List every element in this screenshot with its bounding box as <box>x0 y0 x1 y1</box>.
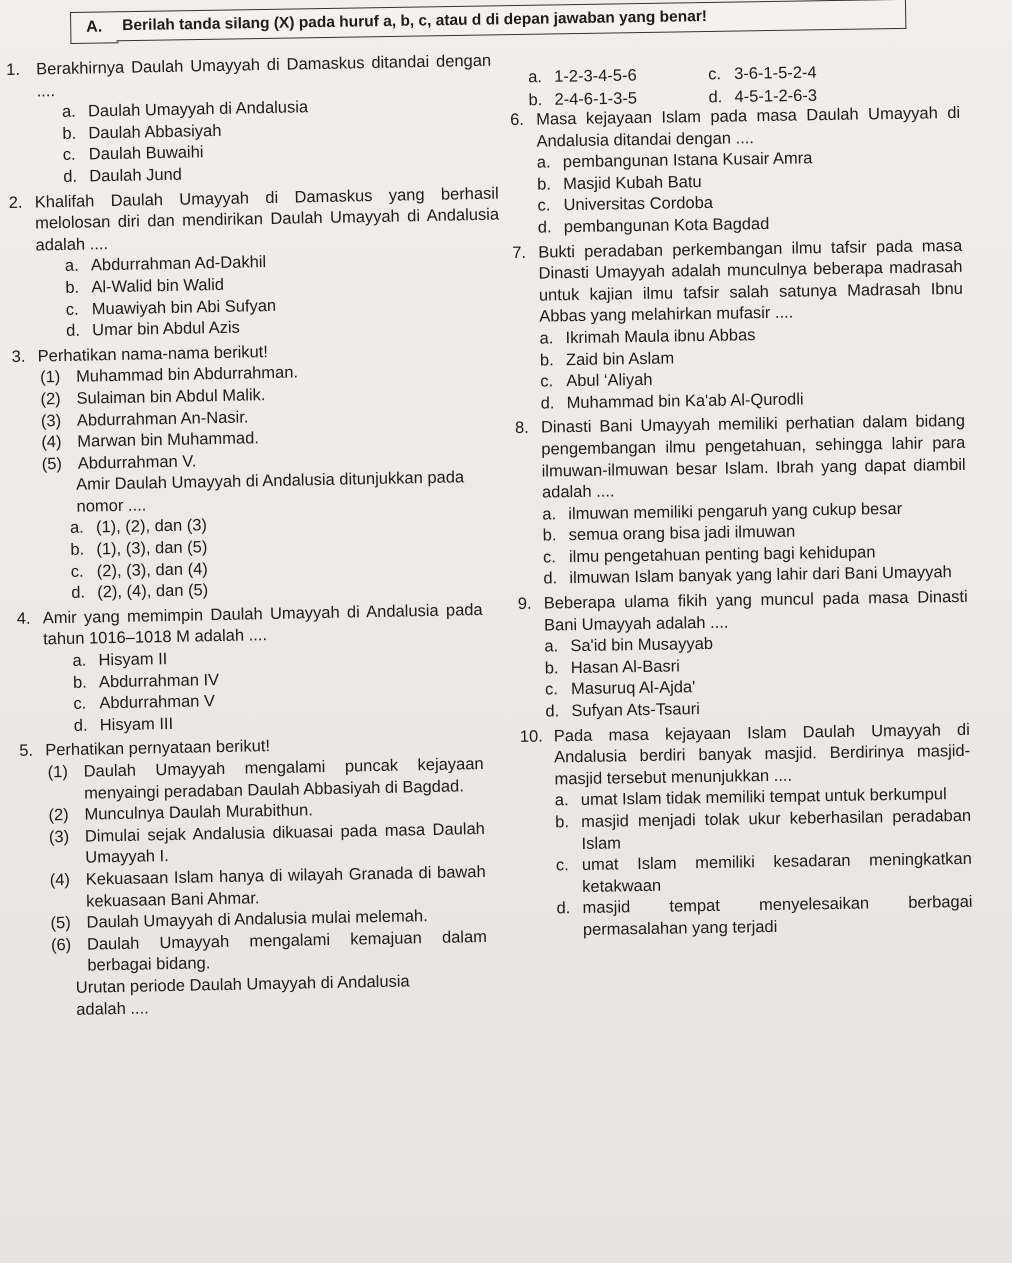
option[interactable]: a. Abdurrahman Ad-Dakhil <box>64 253 267 276</box>
option[interactable]: c. Masuruq Al-Ajda' <box>544 678 696 699</box>
option[interactable]: b. Masjid Kubah Batu <box>537 172 702 194</box>
question-number: 4. <box>16 609 31 628</box>
list-item: (1) Muhammad bin Abdurrahman. <box>39 363 299 387</box>
option[interactable]: b. (1), (3), dan (5) <box>70 538 208 559</box>
option[interactable]: c. Abul ‘Aliyah <box>540 370 653 391</box>
option[interactable]: d. Sufyan Ats-Tsauri <box>545 700 700 721</box>
option[interactable]: a. umat Islam tidak memiliki tempat untuk berkumpul <box>554 785 947 810</box>
option[interactable]: a. pembangunan Istana Kusair Amra <box>536 149 813 172</box>
option[interactable]: a. ilmuwan memiliki pengaruh yang cukup besar <box>542 499 903 524</box>
question-2 <box>9 183 502 344</box>
question-text: Perhatikan nama-nama berikut! <box>37 342 269 366</box>
question-number: 8. <box>514 419 529 438</box>
option[interactable]: c. Muawiyah bin Abi Sufyan <box>65 296 277 319</box>
option[interactable]: c. (2), (3), dan (4) <box>70 559 208 581</box>
question-number: 10. <box>519 727 543 746</box>
left-column <box>6 51 514 1022</box>
list-item: (2) Sulaiman bin Abdul Malik. <box>40 385 266 409</box>
option[interactable]: c. 3-6-1-5-2-4 <box>707 63 817 84</box>
option[interactable]: a. 1-2-3-4-5-6 <box>528 66 637 87</box>
option[interactable]: b. Daulah Abbasiyah <box>62 121 222 143</box>
option[interactable]: d. ilmuwan Islam banyak yang lahir dari Bani Umayyah <box>543 563 952 589</box>
list-item: (4) Kekuasaan Islam hanya di wilayah Granada di bawah kekuasaan Bani Ahmar. <box>49 862 486 911</box>
question-number: 6. <box>510 110 525 129</box>
list-item: (5) Daulah Umayyah di Andalusia mulai melemah. <box>50 907 428 933</box>
option[interactable]: c. Abdurrahman V <box>73 692 216 714</box>
option[interactable]: d. 4-5-1-2-6-3 <box>708 86 818 106</box>
section-letter: A. <box>70 11 118 44</box>
question-number: 1. <box>6 60 21 79</box>
option[interactable]: a. Daulah Umayyah di Andalusia <box>61 98 309 122</box>
option[interactable]: b. Zaid bin Aslam <box>539 348 675 370</box>
section-header <box>70 0 910 46</box>
right-column <box>510 103 973 943</box>
question-text: Berakhirnya Daulah Umayyah di Damaskus ditandai dengan .... <box>36 51 492 101</box>
question-text: Perhatikan pernyataan berikut! <box>45 737 271 760</box>
option[interactable]: a. Sa'id bin Musayyab <box>544 635 714 656</box>
question-text: Beberapa ulama fikih yang muncul pada masa Dinasti Bani Umayyah adalah .... <box>543 587 968 635</box>
option[interactable]: b. 2-4-6-1-3-5 <box>528 89 638 109</box>
option[interactable]: c. Daulah Buwaihi <box>62 143 204 165</box>
option[interactable]: a. (1), (2), dan (3) <box>69 516 208 538</box>
question-text: Pada masa kejayaan Islam Daulah Umayyah di Andalusia berdiri banyak masjid. Berdirinya masjid-masjid tersebut menunjukkan .... <box>553 720 971 789</box>
option[interactable]: b. Hasan Al-Basri <box>544 657 681 678</box>
option[interactable]: d. Hisyam III <box>73 714 174 735</box>
question-text: Amir yang memimpin Daulah Umayyah di Andalusia pada tahun 1016–1018 M adalah .... <box>42 600 483 649</box>
question-followup: Amir Daulah Umayyah di Andalusia ditunjukkan pada nomor .... <box>75 468 465 516</box>
option[interactable]: b. masjid menjadi tolak ukur keberhasilan peradaban Islam <box>555 806 972 853</box>
option[interactable]: a. Ikrimah Maula ibnu Abbas <box>539 326 756 348</box>
question-text: Dinasti Bani Umayyah memiliki perhatian dalam bidang pengembangan ilmu pengetahuan, sehingga lahir para ilmuwan-ilmuwan besar Islam. Ibrah yang dapat diambil adalah .... <box>540 412 966 502</box>
question-8 <box>515 411 968 591</box>
option[interactable]: b. semua orang bisa jadi ilmuwan <box>542 522 796 545</box>
option[interactable]: d. Daulah Jund <box>63 165 183 186</box>
option[interactable]: c. Universitas Cordoba <box>537 194 714 215</box>
question-number: 7. <box>512 243 527 262</box>
option[interactable]: d. Umar bin Abdul Azis <box>66 318 241 341</box>
option[interactable]: c. umat Islam memiliki kesadaran meningkatkan ketakwaan <box>555 850 972 896</box>
question-text: Bukti peradaban perkembangan ilmu tafsir pada masa Dinasti Umayyah adalah munculnya beberapa madrasah untuk kajian ilmu tafsir salah satunya Madrasah Ibnu Abbas yang melahirkan mufasir .... <box>538 236 964 326</box>
question-number: 9. <box>517 594 532 614</box>
question-5 <box>19 732 514 1022</box>
question-1 <box>6 51 498 190</box>
list-item: (2) Munculnya Daulah Murabithun. <box>48 801 314 825</box>
option[interactable]: d. Muhammad bin Ka'ab Al-Qurodli <box>540 390 804 413</box>
question-text: Khalifah Daulah Umayyah di Damaskus yang berhasil melolosan diri dan mendirikan Daulah Umayyah di Andalusia adalah .... <box>34 184 500 255</box>
question-9 <box>518 587 970 724</box>
option[interactable]: a. Hisyam II <box>72 650 168 670</box>
question-followup: Urutan periode Daulah Umayyah di Andalusia adalah .... <box>75 972 410 1019</box>
list-item: (5) Abdurrahman V. <box>41 452 197 474</box>
question-10 <box>520 719 973 942</box>
section-instruction: Berilah tanda silang (X) pada huruf a, b, c, atau d di depan jawaban yang benar! <box>116 0 906 41</box>
list-item: (1) Daulah Umayyah mengalami puncak kejayaan menyaingi peradaban Daulah Abbasiyah di Bagdad. <box>47 754 484 803</box>
question-number: 3. <box>11 347 26 366</box>
question-4 <box>17 599 509 738</box>
list-item: (3) Dimulai sejak Andalusia dikuasai pada masa Daulah Umayyah I. <box>48 819 486 867</box>
question-text: Masa kejayaan Islam pada masa Daulah Umayyah di Andalusia ditandai dengan .... <box>536 103 961 151</box>
list-item: (3) Abdurrahman An-Nasir. <box>40 407 249 430</box>
question-number: 5. <box>19 742 34 761</box>
option[interactable]: b. Abdurrahman IV <box>72 670 220 692</box>
list-item: (4) Marwan bin Muhammad. <box>41 429 260 452</box>
option[interactable]: b. Al-Walid bin Walid <box>65 275 225 297</box>
question-3 <box>12 337 507 605</box>
list-item: (6) Daulah Umayyah mengalami kemajuan dalam berbagai bidang. <box>50 927 488 975</box>
option[interactable]: d. pembangunan Kota Bagdad <box>537 214 770 237</box>
option[interactable]: d. (2), (4), dan (5) <box>71 581 209 603</box>
question-number: 2. <box>8 193 23 212</box>
question-7 <box>512 235 965 415</box>
option[interactable]: c. ilmu pengetahuan penting bagi kehidupan <box>542 543 876 567</box>
option[interactable]: d. masjid tempat menyelesaikan berbagai permasalahan yang terjadi <box>556 893 973 939</box>
question-6 <box>510 103 962 240</box>
